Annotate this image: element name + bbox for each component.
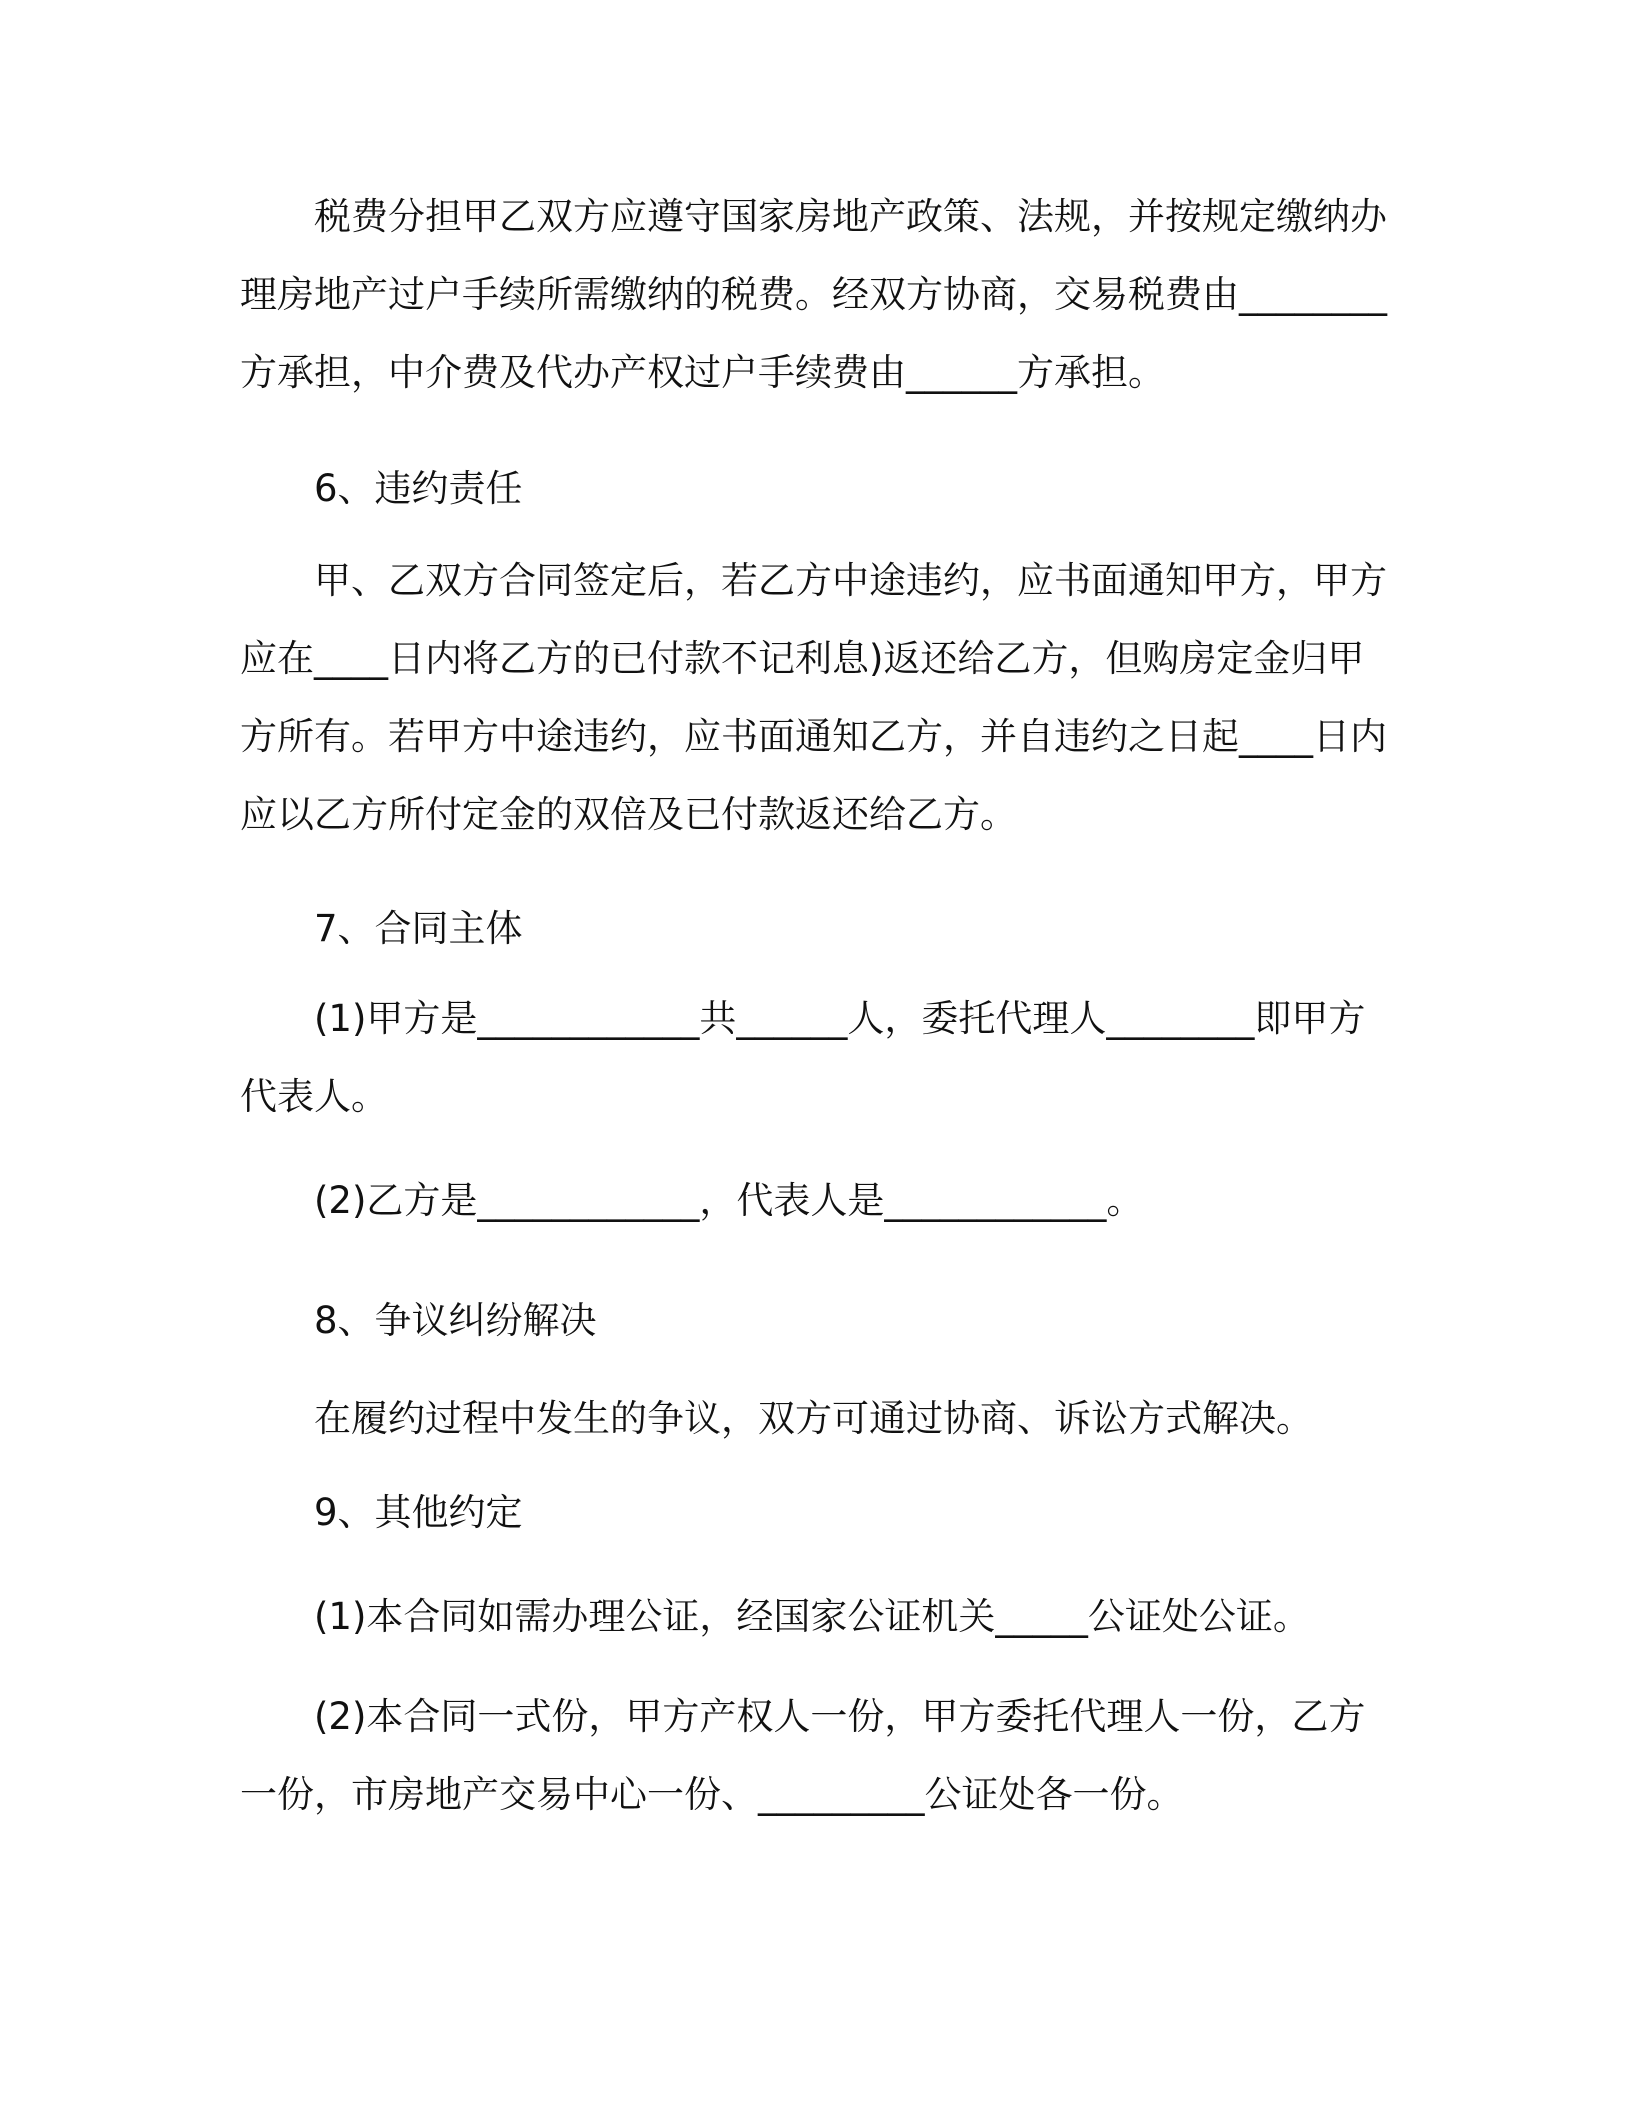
paragraph-copies: (2)本合同一式份，甲方产权人一份，甲方委托代理人一份，乙方一份，市房地产交易中心一份、_________公证处各一份。 [240, 1695, 1366, 1816]
paragraph-tax-sharing: 税费分担甲乙双方应遵守国家房地产政策、法规，并按规定缴纳办理房地产过户手续所需缴纳的税费。经双方协商，交易税费由________方承担，中介费及代办产权过户手续费由______方承担。 [240, 195, 1387, 394]
paragraph-breach-liability: 甲、乙双方合同签定后，若乙方中途违约，应书面通知甲方，甲方应在____日内将乙方的已付款不记利息)返还给乙方，但购房定金归甲方所有。若甲方中途违约，应书面通知乙方，并自违约之日起____日内应以乙方所付定金的双倍及已付款返还给乙方。 [240, 559, 1387, 836]
paragraph-party-b: (2)乙方是____________，代表人是____________。 [314, 1179, 1144, 1222]
heading-dispute-resolution: 8、争议纠纷解决 [314, 1299, 597, 1342]
paragraph-notarization: (1)本合同如需办理公证，经国家公证机关_____公证处公证。 [314, 1595, 1310, 1638]
heading-other-agreements: 9、其他约定 [314, 1491, 523, 1534]
heading-contract-parties: 7、合同主体 [314, 907, 523, 950]
paragraph-party-a: (1)甲方是____________共______人，委托代理人________即甲方代表人。 [240, 997, 1366, 1118]
paragraph-dispute-resolution: 在履约过程中发生的争议，双方可通过协商、诉讼方式解决。 [314, 1397, 1313, 1440]
heading-breach-liability: 6、违约责任 [314, 467, 523, 510]
